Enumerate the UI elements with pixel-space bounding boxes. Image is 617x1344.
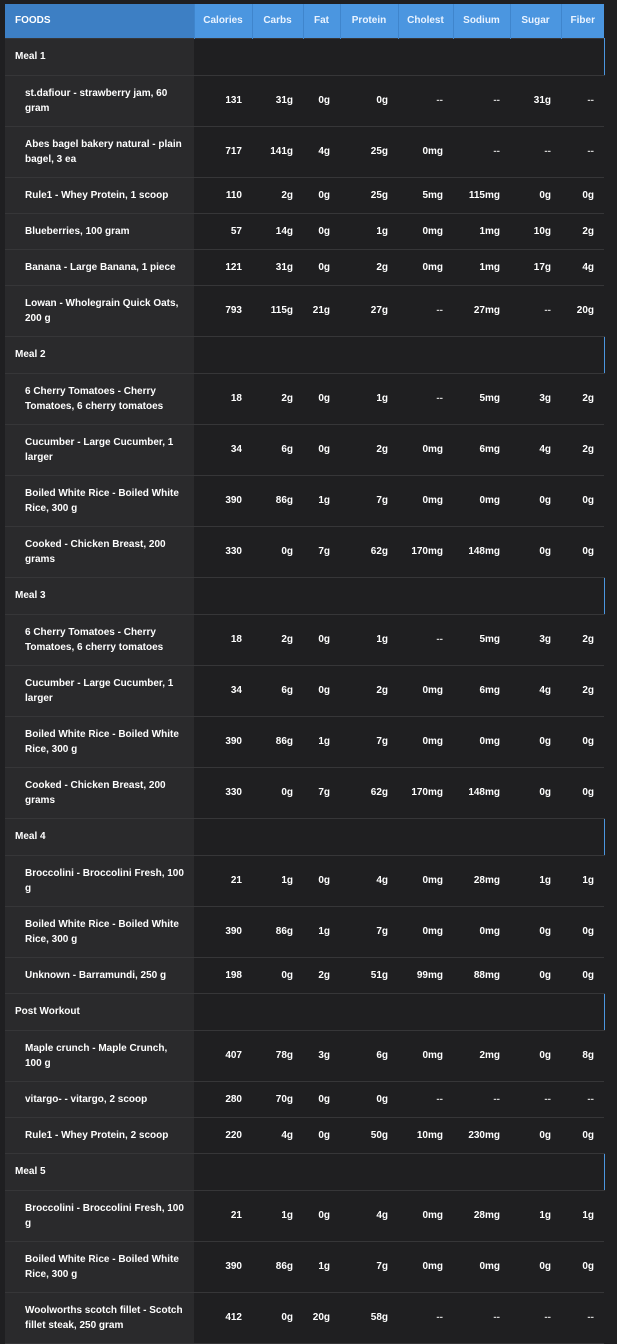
fiber-value: 2g (561, 213, 604, 249)
fiber-value: 0g (561, 716, 604, 767)
sodium-value: 1mg (453, 249, 510, 285)
food-name[interactable]: 6 Cherry Tomatoes - Cherry Tomatoes, 6 cherry tomatoes (5, 373, 194, 424)
protein-value: 58g (340, 1292, 398, 1343)
fat-value: 0g (303, 1081, 340, 1117)
fiber-value: 4g (561, 249, 604, 285)
calories-value: 121 (194, 249, 252, 285)
food-row[interactable] (5, 177, 604, 213)
food-row[interactable] (5, 716, 604, 767)
meal-name: Meal 3 (5, 577, 194, 614)
cholesterol-value: 0mg (398, 665, 453, 716)
sodium-value: 148mg (453, 526, 510, 577)
food-name[interactable]: Cooked - Chicken Breast, 200 grams (5, 526, 194, 577)
fat-value: 0g (303, 1190, 340, 1241)
table-body (5, 38, 604, 1343)
food-name[interactable]: Broccolini - Broccolini Fresh, 100 g (5, 1190, 194, 1241)
fat-value: 0g (303, 249, 340, 285)
carbs-value: 14g (252, 213, 303, 249)
food-row[interactable] (5, 475, 604, 526)
cholesterol-value: 0mg (398, 855, 453, 906)
sugar-value: 4g (510, 665, 561, 716)
carbs-value: 0g (252, 526, 303, 577)
sugar-value: 0g (510, 716, 561, 767)
sugar-value: 4g (510, 424, 561, 475)
protein-value: 1g (340, 614, 398, 665)
food-name[interactable]: Maple crunch - Maple Crunch, 100 g (5, 1030, 194, 1081)
food-name[interactable]: Woolworths scotch fillet - Scotch fillet steak, 250 gram (5, 1292, 194, 1343)
sodium-value: -- (453, 126, 510, 177)
header-fiber: Fiber (561, 4, 604, 38)
food-row[interactable] (5, 126, 604, 177)
cholesterol-value: 0mg (398, 716, 453, 767)
meal-header-row (5, 1153, 604, 1190)
sugar-value: 0g (510, 1241, 561, 1292)
protein-value: 6g (340, 1030, 398, 1081)
carbs-value: 141g (252, 126, 303, 177)
meal-header-row (5, 336, 604, 373)
fiber-value: -- (561, 1292, 604, 1343)
fiber-value: 2g (561, 665, 604, 716)
carbs-value: 86g (252, 906, 303, 957)
sodium-value: 230mg (453, 1117, 510, 1153)
header-sodium: Sodium (453, 4, 510, 38)
carbs-value: 31g (252, 75, 303, 126)
cholesterol-value: 170mg (398, 526, 453, 577)
food-name[interactable]: Boiled White Rice - Boiled White Rice, 300 g (5, 906, 194, 957)
food-diary-table (5, 4, 605, 1344)
fat-value: 1g (303, 716, 340, 767)
fiber-value: 20g (561, 285, 604, 336)
food-name[interactable]: Boiled White Rice - Boiled White Rice, 300 g (5, 716, 194, 767)
carbs-value: 2g (252, 177, 303, 213)
sugar-value: -- (510, 1292, 561, 1343)
header-calories: Calories (194, 4, 252, 38)
fiber-value: 2g (561, 424, 604, 475)
food-name[interactable]: Boiled White Rice - Boiled White Rice, 300 g (5, 475, 194, 526)
food-name[interactable]: Blueberries, 100 gram (5, 213, 194, 249)
cholesterol-value: 0mg (398, 126, 453, 177)
sodium-value: 28mg (453, 855, 510, 906)
sugar-value: 10g (510, 213, 561, 249)
fat-value: 3g (303, 1030, 340, 1081)
sugar-value: 17g (510, 249, 561, 285)
food-row[interactable] (5, 957, 604, 993)
food-row[interactable] (5, 1241, 604, 1292)
fiber-value: -- (561, 126, 604, 177)
carbs-value: 70g (252, 1081, 303, 1117)
food-row[interactable] (5, 1117, 604, 1153)
sodium-value: -- (453, 1292, 510, 1343)
food-row[interactable] (5, 373, 604, 424)
calories-value: 18 (194, 614, 252, 665)
fiber-value: 1g (561, 855, 604, 906)
food-name[interactable]: Cucumber - Large Cucumber, 1 larger (5, 424, 194, 475)
calories-value: 220 (194, 1117, 252, 1153)
meal-name: Meal 4 (5, 818, 194, 855)
meal-header-fill (194, 1153, 604, 1190)
meal-header-fill (194, 577, 604, 614)
food-row[interactable] (5, 1030, 604, 1081)
fat-value: 2g (303, 957, 340, 993)
food-name[interactable]: Broccolini - Broccolini Fresh, 100 g (5, 855, 194, 906)
meal-header-fill (194, 818, 604, 855)
calories-value: 34 (194, 424, 252, 475)
sugar-value: -- (510, 285, 561, 336)
fat-value: 21g (303, 285, 340, 336)
carbs-value: 115g (252, 285, 303, 336)
sodium-value: 0mg (453, 906, 510, 957)
food-name[interactable]: Lowan - Wholegrain Quick Oats, 200 g (5, 285, 194, 336)
sugar-value: 0g (510, 767, 561, 818)
food-name[interactable]: Cucumber - Large Cucumber, 1 larger (5, 665, 194, 716)
meal-header-fill (194, 38, 604, 75)
calories-value: 407 (194, 1030, 252, 1081)
fiber-value: 0g (561, 475, 604, 526)
fiber-value: 0g (561, 1241, 604, 1292)
sugar-value: 0g (510, 1117, 561, 1153)
carbs-value: 86g (252, 716, 303, 767)
fat-value: 0g (303, 75, 340, 126)
sodium-value: 5mg (453, 373, 510, 424)
food-name[interactable]: Rule1 - Whey Protein, 2 scoop (5, 1117, 194, 1153)
food-name[interactable]: Unknown - Barramundi, 250 g (5, 957, 194, 993)
sodium-value: 6mg (453, 665, 510, 716)
sugar-value: 0g (510, 957, 561, 993)
protein-value: 0g (340, 1081, 398, 1117)
fat-value: 1g (303, 906, 340, 957)
food-row[interactable] (5, 213, 604, 249)
calories-value: 57 (194, 213, 252, 249)
fiber-value: 0g (561, 767, 604, 818)
meal-name: Meal 2 (5, 336, 194, 373)
carbs-value: 86g (252, 475, 303, 526)
cholesterol-value: 0mg (398, 475, 453, 526)
calories-value: 110 (194, 177, 252, 213)
sodium-value: 2mg (453, 1030, 510, 1081)
fiber-value: 2g (561, 373, 604, 424)
fiber-value: 1g (561, 1190, 604, 1241)
calories-value: 131 (194, 75, 252, 126)
calories-value: 330 (194, 767, 252, 818)
fat-value: 4g (303, 126, 340, 177)
fat-value: 0g (303, 1117, 340, 1153)
sugar-value: 0g (510, 526, 561, 577)
calories-value: 412 (194, 1292, 252, 1343)
protein-value: 2g (340, 249, 398, 285)
meal-header-row (5, 993, 604, 1030)
food-name[interactable]: 6 Cherry Tomatoes - Cherry Tomatoes, 6 cherry tomatoes (5, 614, 194, 665)
calories-value: 18 (194, 373, 252, 424)
carbs-value: 4g (252, 1117, 303, 1153)
calories-value: 21 (194, 855, 252, 906)
fat-value: 0g (303, 424, 340, 475)
sodium-value: 115mg (453, 177, 510, 213)
fiber-value: 0g (561, 957, 604, 993)
carbs-value: 1g (252, 1190, 303, 1241)
sodium-value: 0mg (453, 716, 510, 767)
cholesterol-value: -- (398, 75, 453, 126)
fat-value: 7g (303, 526, 340, 577)
meal-name: Meal 5 (5, 1153, 194, 1190)
food-name[interactable]: Banana - Large Banana, 1 piece (5, 249, 194, 285)
sodium-value: 27mg (453, 285, 510, 336)
protein-value: 51g (340, 957, 398, 993)
sodium-value: -- (453, 1081, 510, 1117)
cholesterol-value: 0mg (398, 906, 453, 957)
protein-value: 0g (340, 75, 398, 126)
cholesterol-value: 0mg (398, 213, 453, 249)
food-row[interactable] (5, 1190, 604, 1241)
calories-value: 390 (194, 475, 252, 526)
meal-header-fill (194, 993, 604, 1030)
calories-value: 280 (194, 1081, 252, 1117)
meal-name: Meal 1 (5, 38, 194, 75)
meal-header-row (5, 818, 604, 855)
fat-value: 0g (303, 665, 340, 716)
fat-value: 7g (303, 767, 340, 818)
header-foods: FOODS (5, 4, 194, 38)
fat-value: 20g (303, 1292, 340, 1343)
fiber-value: -- (561, 1081, 604, 1117)
fiber-value: 0g (561, 177, 604, 213)
header-sugar: Sugar (510, 4, 561, 38)
fat-value: 1g (303, 475, 340, 526)
calories-value: 717 (194, 126, 252, 177)
carbs-value: 2g (252, 373, 303, 424)
fat-value: 0g (303, 177, 340, 213)
cholesterol-value: -- (398, 285, 453, 336)
fat-value: 0g (303, 373, 340, 424)
food-row[interactable] (5, 614, 604, 665)
calories-value: 793 (194, 285, 252, 336)
protein-value: 7g (340, 906, 398, 957)
sugar-value: 0g (510, 177, 561, 213)
cholesterol-value: 0mg (398, 249, 453, 285)
calories-value: 198 (194, 957, 252, 993)
sodium-value: 28mg (453, 1190, 510, 1241)
sugar-value: 0g (510, 475, 561, 526)
food-row[interactable] (5, 1081, 604, 1117)
fat-value: 0g (303, 213, 340, 249)
fiber-value: -- (561, 75, 604, 126)
sugar-value: 0g (510, 906, 561, 957)
food-row[interactable] (5, 285, 604, 336)
carbs-value: 0g (252, 767, 303, 818)
calories-value: 390 (194, 906, 252, 957)
carbs-value: 1g (252, 855, 303, 906)
carbs-value: 31g (252, 249, 303, 285)
food-name[interactable]: Abes bagel bakery natural - plain bagel, 3 ea (5, 126, 194, 177)
sodium-value: 148mg (453, 767, 510, 818)
food-row[interactable] (5, 665, 604, 716)
carbs-value: 0g (252, 1292, 303, 1343)
fiber-value: 0g (561, 526, 604, 577)
fat-value: 0g (303, 614, 340, 665)
food-name[interactable]: Cooked - Chicken Breast, 200 grams (5, 767, 194, 818)
sodium-value: 5mg (453, 614, 510, 665)
sugar-value: -- (510, 1081, 561, 1117)
sodium-value: 6mg (453, 424, 510, 475)
protein-value: 4g (340, 1190, 398, 1241)
protein-value: 1g (340, 373, 398, 424)
cholesterol-value: 0mg (398, 1030, 453, 1081)
sodium-value: 0mg (453, 475, 510, 526)
food-diary-container (5, 4, 604, 1344)
cholesterol-value: -- (398, 1081, 453, 1117)
protein-value: 1g (340, 213, 398, 249)
protein-value: 7g (340, 716, 398, 767)
protein-value: 25g (340, 177, 398, 213)
cholesterol-value: -- (398, 1292, 453, 1343)
protein-value: 4g (340, 855, 398, 906)
calories-value: 390 (194, 716, 252, 767)
cholesterol-value: 10mg (398, 1117, 453, 1153)
food-name[interactable]: Rule1 - Whey Protein, 1 scoop (5, 177, 194, 213)
carbs-value: 86g (252, 1241, 303, 1292)
protein-value: 62g (340, 767, 398, 818)
sugar-value: 1g (510, 1190, 561, 1241)
sugar-value: 3g (510, 614, 561, 665)
meal-header-fill (194, 336, 604, 373)
protein-value: 50g (340, 1117, 398, 1153)
protein-value: 25g (340, 126, 398, 177)
sugar-value: 31g (510, 75, 561, 126)
fiber-value: 8g (561, 1030, 604, 1081)
cholesterol-value: 99mg (398, 957, 453, 993)
food-row[interactable] (5, 855, 604, 906)
carbs-value: 6g (252, 424, 303, 475)
food-name[interactable]: Boiled White Rice - Boiled White Rice, 300 g (5, 1241, 194, 1292)
header-fat: Fat (303, 4, 340, 38)
sugar-value: 1g (510, 855, 561, 906)
protein-value: 7g (340, 1241, 398, 1292)
header-cholesterol: Cholest (398, 4, 453, 38)
carbs-value: 2g (252, 614, 303, 665)
fiber-value: 0g (561, 906, 604, 957)
calories-value: 21 (194, 1190, 252, 1241)
fiber-value: 2g (561, 614, 604, 665)
protein-value: 7g (340, 475, 398, 526)
food-row[interactable] (5, 767, 604, 818)
sodium-value: 88mg (453, 957, 510, 993)
cholesterol-value: 0mg (398, 1190, 453, 1241)
calories-value: 390 (194, 1241, 252, 1292)
sodium-value: 1mg (453, 213, 510, 249)
sugar-value: 3g (510, 373, 561, 424)
header-protein: Protein (340, 4, 398, 38)
carbs-value: 0g (252, 957, 303, 993)
food-name[interactable]: st.dafiour - strawberry jam, 60 gram (5, 75, 194, 126)
sugar-value: 0g (510, 1030, 561, 1081)
protein-value: 62g (340, 526, 398, 577)
protein-value: 2g (340, 665, 398, 716)
cholesterol-value: -- (398, 614, 453, 665)
food-name[interactable]: vitargo- - vitargo, 2 scoop (5, 1081, 194, 1117)
sodium-value: -- (453, 75, 510, 126)
protein-value: 27g (340, 285, 398, 336)
sugar-value: -- (510, 126, 561, 177)
protein-value: 2g (340, 424, 398, 475)
carbs-value: 6g (252, 665, 303, 716)
calories-value: 330 (194, 526, 252, 577)
food-row[interactable] (5, 906, 604, 957)
food-row[interactable] (5, 75, 604, 126)
fiber-value: 0g (561, 1117, 604, 1153)
meal-header-row (5, 577, 604, 614)
fat-value: 1g (303, 1241, 340, 1292)
cholesterol-value: -- (398, 373, 453, 424)
table-header-row (5, 4, 604, 38)
cholesterol-value: 170mg (398, 767, 453, 818)
cholesterol-value: 0mg (398, 424, 453, 475)
food-row[interactable] (5, 526, 604, 577)
meal-header-row (5, 38, 604, 75)
carbs-value: 78g (252, 1030, 303, 1081)
header-carbs: Carbs (252, 4, 303, 38)
food-row[interactable] (5, 1292, 604, 1343)
cholesterol-value: 5mg (398, 177, 453, 213)
sodium-value: 0mg (453, 1241, 510, 1292)
food-row[interactable] (5, 249, 604, 285)
meal-name: Post Workout (5, 993, 194, 1030)
calories-value: 34 (194, 665, 252, 716)
fat-value: 0g (303, 855, 340, 906)
cholesterol-value: 0mg (398, 1241, 453, 1292)
food-row[interactable] (5, 424, 604, 475)
